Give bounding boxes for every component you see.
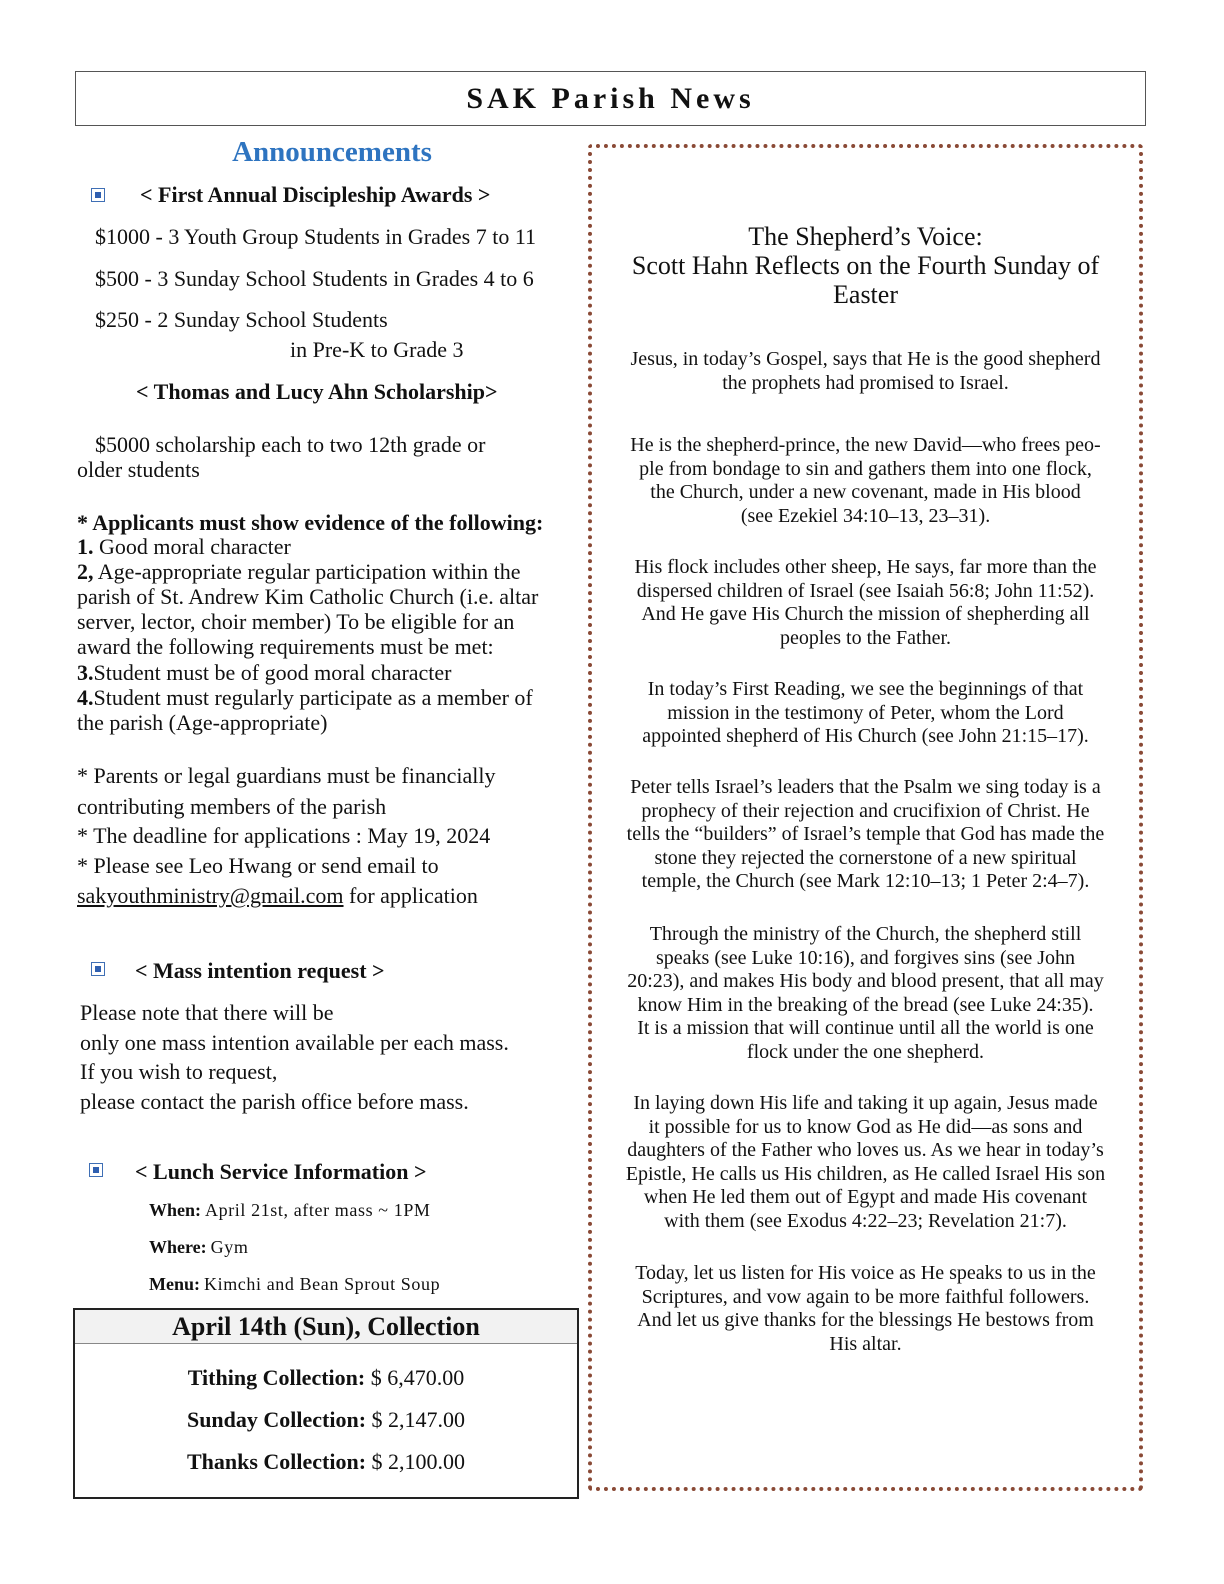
award-line: $250 - 2 Sunday School Students bbox=[95, 307, 388, 332]
mass-intention-text: Please note that there will be bbox=[80, 1000, 334, 1025]
lunch-where-label: Where: bbox=[149, 1237, 207, 1257]
award-line: $1000 - 3 Youth Group Students in Grades 7 to 11 bbox=[95, 224, 537, 249]
tithing-amount: $ 6,470.00 bbox=[365, 1365, 465, 1390]
paragraph-line: speaks (see Luke 10:16), and forgives sins (see John bbox=[656, 946, 1075, 969]
tithing-label: Tithing Collection: bbox=[187, 1365, 366, 1390]
paragraph-line: Jesus, in today’s Gospel, says that He is the good shepherd bbox=[630, 348, 1101, 370]
deadline-note: * The deadline for applications : May 19, 2024 bbox=[77, 823, 491, 848]
bullet-checkbox-icon bbox=[89, 1163, 103, 1177]
reflection-paragraph bbox=[596, 776, 1135, 894]
sunday-label: Sunday Collection: bbox=[186, 1407, 367, 1432]
paragraph-line: mission in the testimony of Peter, whom the Lord bbox=[667, 701, 1064, 724]
reflection-paragraph bbox=[596, 1262, 1135, 1356]
thanks-amount: $ 2,100.00 bbox=[366, 1449, 466, 1474]
reflection-paragraph bbox=[596, 678, 1135, 749]
paragraph-line: It is a mission that will continue until all the world is one bbox=[637, 1017, 1094, 1039]
paragraph-line: peoples to the Father. bbox=[779, 626, 952, 649]
paragraph-line: Scriptures, and vow again to be more faithful followers. bbox=[641, 1285, 1090, 1308]
paragraph-line: flock under the one shepherd. bbox=[746, 1040, 985, 1063]
lunch-when-value: April 21st, after mass ~ 1PM bbox=[205, 1200, 431, 1220]
sunday-amount: $ 2,147.00 bbox=[366, 1407, 466, 1432]
tithing-collection bbox=[75, 1365, 577, 1391]
requirement-text: Age-appropriate regular participation within the bbox=[93, 559, 521, 584]
paragraph-line: Peter tells Israel’s leaders that the Psalm we sing today is a bbox=[630, 776, 1101, 798]
lunch-when bbox=[149, 1200, 431, 1221]
paragraph-line: (see Ezekiel 34:10–13, 23–31). bbox=[740, 504, 991, 527]
paragraph-line: dispersed children of Israel (see Isaiah 56:8; John 11:52). bbox=[636, 579, 1095, 602]
collection-title: April 14th (Sun), Collection bbox=[75, 1310, 577, 1344]
lunch-when-label: When: bbox=[149, 1200, 202, 1220]
reflection-paragraph bbox=[596, 348, 1135, 395]
paragraph-line: it possible for us to know God as He did—as sons and bbox=[648, 1115, 1083, 1138]
paragraph-line: daughters of the Father who loves us. As we hear in today’s bbox=[627, 1139, 1104, 1161]
note-line: * Parents or legal guardians must be financially bbox=[77, 763, 496, 788]
lunch-menu-value: Kimchi and Bean Sprout Soup bbox=[204, 1274, 441, 1294]
requirement-number: 2, bbox=[77, 559, 94, 584]
sunday-collection bbox=[75, 1407, 577, 1433]
thanks-label: Thanks Collection: bbox=[186, 1449, 367, 1474]
requirement-text: Student must regularly participate as a member of bbox=[93, 685, 533, 710]
paragraph-line: appointed shepherd of His Church (see John 21:15–17). bbox=[642, 725, 1089, 747]
contact-email-line bbox=[77, 883, 478, 909]
mass-intention-text: please contact the parish office before mass. bbox=[80, 1089, 469, 1114]
paragraph-line: when He led them out of Egypt and made His covenant bbox=[643, 1186, 1088, 1208]
requirement-item bbox=[77, 685, 533, 711]
reflection-paragraph bbox=[596, 1092, 1135, 1233]
bullet-checkbox-icon bbox=[91, 188, 105, 202]
requirement-text: Good moral character bbox=[93, 534, 291, 559]
contact-email-link[interactable]: sakyouthministry@gmail.com bbox=[77, 883, 344, 908]
reflection-title-line: Easter bbox=[833, 280, 898, 309]
mass-intention-text: If you wish to request, bbox=[80, 1059, 278, 1084]
reflection-title-line: The Shepherd’s Voice: bbox=[748, 222, 983, 251]
lunch-menu bbox=[149, 1274, 440, 1295]
announcements-heading: Announcements bbox=[232, 136, 432, 168]
mass-intention-text: only one mass intention available per each mass. bbox=[80, 1030, 509, 1055]
reflection-paragraph bbox=[596, 923, 1135, 1064]
lunch-where bbox=[149, 1237, 248, 1258]
paragraph-line: Today, let us listen for His voice as He speaks to us in the bbox=[635, 1262, 1096, 1284]
newsletter-title: SAK Parish News bbox=[466, 81, 755, 115]
lunch-where-value: Gym bbox=[210, 1237, 249, 1257]
requirement-item bbox=[77, 534, 291, 560]
paragraph-line: In laying down His life and taking it up again, Jesus made bbox=[633, 1092, 1098, 1114]
paragraph-line: His altar. bbox=[829, 1332, 902, 1355]
requirement-item bbox=[77, 559, 521, 585]
requirement-number: 1. bbox=[77, 534, 94, 559]
contact-note: * Please see Leo Hwang or send email to bbox=[77, 853, 439, 878]
lunch-service-title: < Lunch Service Information > bbox=[135, 1159, 427, 1184]
paragraph-line: prophecy of their rejection and crucifixion of Christ. He bbox=[641, 799, 1090, 822]
thanks-collection bbox=[75, 1449, 577, 1475]
scholarship-title: < Thomas and Lucy Ahn Scholarship> bbox=[136, 379, 498, 404]
reflection-title bbox=[595, 222, 1136, 309]
requirement-number: 4. bbox=[77, 685, 94, 710]
paragraph-line: with them (see Exodus 4:22–23; Revelation 21:7). bbox=[664, 1209, 1067, 1232]
paragraph-line: the prophets had promised to Israel. bbox=[722, 371, 1009, 394]
requirement-text: server, lector, choir member) To be eligible for an bbox=[77, 609, 515, 634]
mass-intention-title: < Mass intention request > bbox=[135, 958, 385, 983]
bullet-checkbox-icon bbox=[91, 962, 105, 976]
lunch-menu-label: Menu: bbox=[149, 1274, 200, 1294]
paragraph-line: temple, the Church (see Mark 12:10–13; 1 Peter 2:4–7). bbox=[641, 870, 1090, 892]
requirement-text: award the following requirements must be met: bbox=[77, 634, 494, 659]
reflection-paragraph bbox=[596, 556, 1135, 650]
requirement-text: parish of St. Andrew Kim Catholic Church (i.e. altar bbox=[77, 584, 539, 609]
requirements-heading: * Applicants must show evidence of the following: bbox=[77, 510, 544, 535]
paragraph-line: ple from bondage to sin and gathers them into one flock, bbox=[639, 457, 1092, 480]
requirement-number: 3. bbox=[77, 660, 94, 685]
paragraph-line: And let us give thanks for the blessings He bestows from bbox=[637, 1309, 1094, 1331]
requirement-text: Student must be of good moral character bbox=[93, 660, 452, 685]
scholarship-text: $5000 scholarship each to two 12th grade or bbox=[95, 432, 486, 457]
paragraph-line: His flock includes other sheep, He says, far more than the bbox=[634, 556, 1097, 578]
discipleship-awards-title: < First Annual Discipleship Awards > bbox=[140, 182, 491, 207]
paragraph-line: He is the shepherd-prince, the new David—who frees peo- bbox=[630, 434, 1101, 456]
requirement-item bbox=[77, 660, 452, 686]
paragraph-line: stone they rejected the cornerstone of a new spiritual bbox=[654, 846, 1077, 869]
paragraph-line: 20:23), and makes His body and blood present, that all may bbox=[627, 970, 1104, 992]
award-line: $500 - 3 Sunday School Students in Grades 4 to 6 bbox=[95, 266, 534, 291]
paragraph-line: And He gave His Church the mission of shepherding all bbox=[641, 603, 1090, 625]
note-line: contributing members of the parish bbox=[77, 794, 387, 819]
scholarship-text: older students bbox=[77, 457, 200, 482]
requirement-text: the parish (Age-appropriate) bbox=[77, 710, 328, 735]
newsletter-header bbox=[75, 71, 1146, 126]
award-line-continued: in Pre-K to Grade 3 bbox=[290, 337, 464, 362]
paragraph-line: In today’s First Reading, we see the beginnings of that bbox=[647, 678, 1084, 700]
paragraph-line: know Him in the breaking of the bread (see Luke 24:35). bbox=[637, 993, 1094, 1016]
paragraph-line: the Church, under a new covenant, made in His blood bbox=[650, 481, 1081, 503]
paragraph-line: Epistle, He calls us His children, as He called Israel His son bbox=[625, 1162, 1106, 1185]
reflection-title-line: Scott Hahn Reflects on the Fourth Sunday of bbox=[631, 251, 1100, 280]
reflection-paragraph bbox=[596, 434, 1135, 528]
paragraph-line: tells the “builders” of Israel’s temple that God has made the bbox=[626, 823, 1105, 845]
collection-box bbox=[73, 1308, 579, 1499]
paragraph-line: Through the ministry of the Church, the shepherd still bbox=[649, 923, 1082, 945]
email-suffix-text: for application bbox=[343, 883, 478, 908]
